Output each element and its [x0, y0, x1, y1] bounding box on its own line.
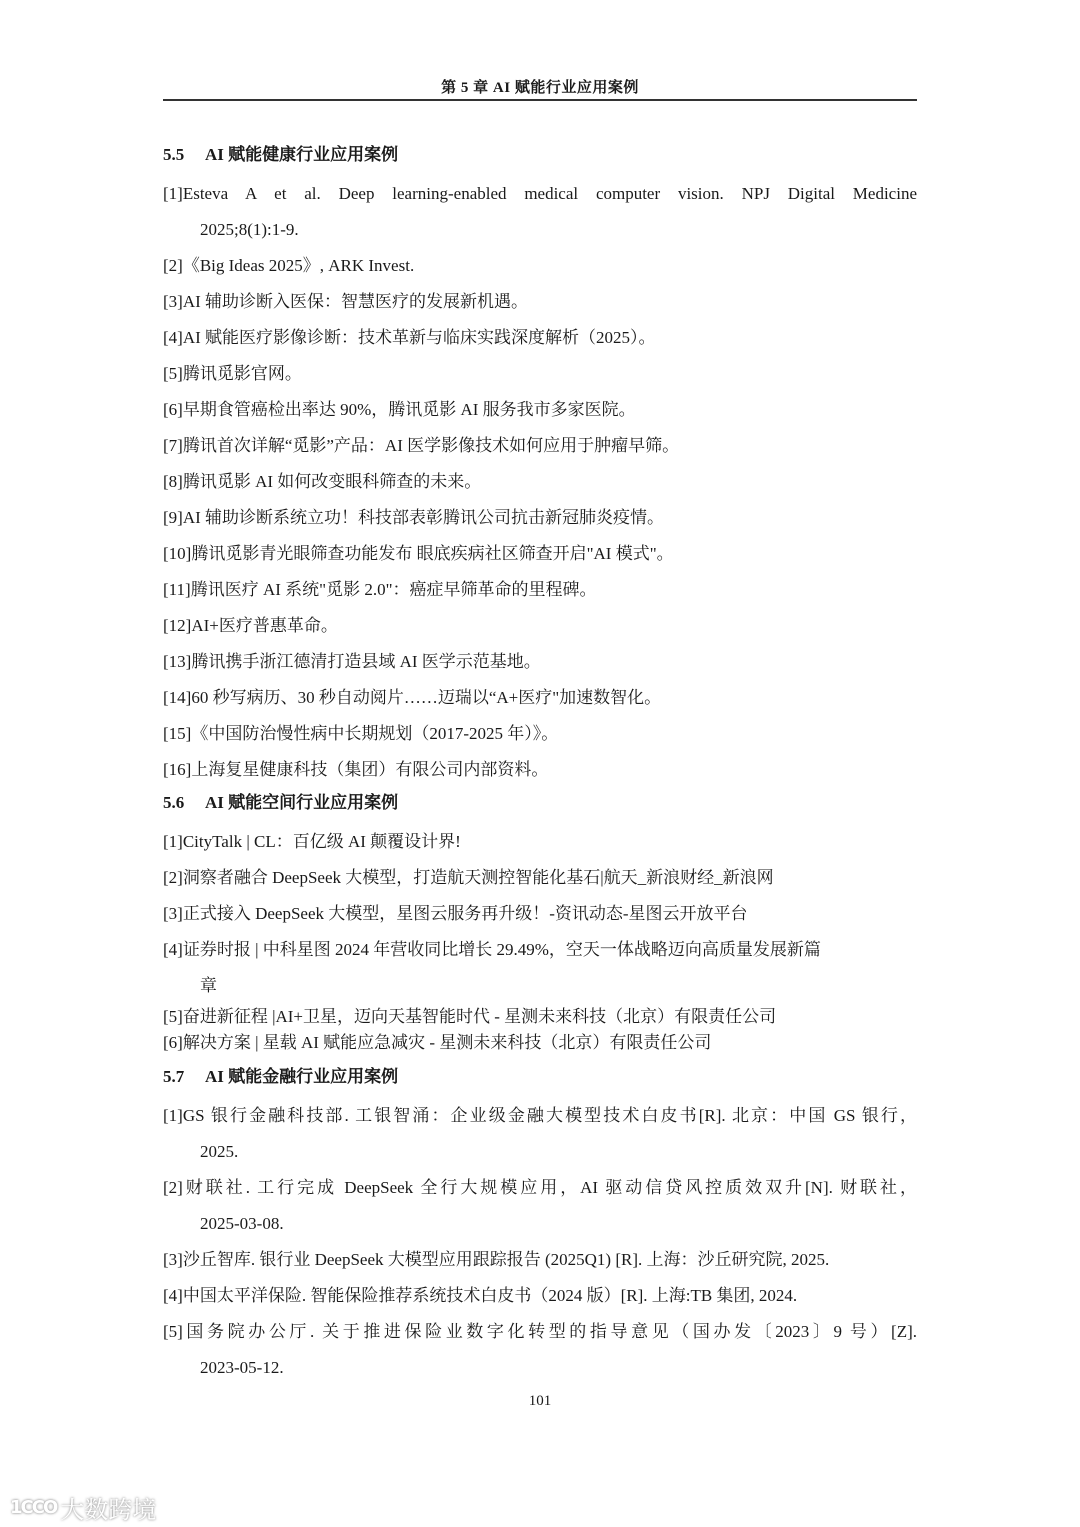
reference-item: [4]AI 赋能医疗影像诊断：技术革新与临床实践深度解析（2025）。	[163, 328, 656, 347]
reference-item: [15]《中国防治慢性病中长期规划（2017-2025 年）》。	[163, 724, 559, 743]
reference-item: [12]AI+医疗普惠革命。	[163, 616, 338, 635]
reference-item: [14]60 秒写病历、30 秒自动阅片……迈瑞以“A+医疗"加速数智化。	[163, 688, 662, 707]
reference-item: [2]《Big Ideas 2025》, ARK Invest.	[163, 256, 415, 275]
section-title: AI 赋能金融行业应用案例	[205, 1067, 399, 1086]
reference-item: [8]腾讯觅影 AI 如何改变眼科筛查的未来。	[163, 472, 482, 491]
reference-item: [1]GS 银行金融科技部. 工银智涌：企业级金融大模型技术白皮书[R]. 北京：中国 GS 银行， 2025.	[163, 1106, 917, 1161]
reference-item: [4]证券时报 | 中科星图 2024 年营收同比增长 29.49%，空天一体战略迈向高质量发展新篇 章	[163, 940, 821, 995]
header-divider	[163, 99, 917, 101]
reference-item: [10]腾讯觅影青光眼筛查功能发布 眼底疾病社区筛查开启"AI 模式"。	[163, 544, 674, 563]
watermark-logo-icon: 1CCO	[10, 1497, 57, 1518]
reference-item: [1]CityTalk | CL：百亿级 AI 颠覆设计界!	[163, 832, 461, 851]
section-heading-5-5	[163, 140, 917, 176]
reference-item: [3]AI 辅助诊断入医保：智慧医疗的发展新机遇。	[163, 292, 529, 311]
reference-item: [11]腾讯医疗 AI 系统"觅影 2.0"：癌症早筛革命的里程碑。	[163, 580, 597, 599]
reference-item: [16]上海复星健康科技（集团）有限公司内部资料。	[163, 760, 549, 779]
page-number: 101	[528, 1393, 552, 1409]
section-title: AI 赋能健康行业应用案例	[205, 145, 399, 164]
reference-item: [6]解决方案 | 星载 AI 赋能应急减灾 - 星测未来科技（北京）有限责任公司	[163, 1033, 712, 1052]
reference-item: [7]腾讯首次详解“觅影”产品：AI 医学影像技术如何应用于肿瘤早筛。	[163, 436, 680, 455]
reference-item: [5]腾讯觅影官网。	[163, 364, 302, 383]
section-number: 5.5	[163, 145, 185, 164]
section-number: 5.6	[163, 793, 185, 812]
section-heading-5-7	[163, 1062, 917, 1098]
reference-item: [2]财联社. 工行完成 DeepSeek 全行大规模应用，AI 驱动信贷风控质效双升[N]. 财联社， 2025-03-08.	[163, 1178, 917, 1233]
reference-item: [6]早期食管癌检出率达 90%，腾讯觅影 AI 服务我市多家医院。	[163, 400, 636, 419]
reference-item: [9]AI 辅助诊断系统立功！科技部表彰腾讯公司抗击新冠肺炎疫情。	[163, 508, 665, 527]
reference-item: [4]中国太平洋保险. 智能保险推荐系统技术白皮书（2024 版）[R]. 上海:TB 集团, 2024.	[163, 1286, 798, 1305]
reference-item: [2]洞察者融合 DeepSeek 大模型，打造航天测控智能化基石|航天_新浪财经_新浪网	[163, 868, 774, 887]
references-content	[163, 140, 917, 1386]
reference-item: [5]奋进新征程 |AI+卫星，迈向天基智能时代 - 星测未来科技（北京）有限责任公司	[163, 1007, 777, 1026]
reference-item: [5]国务院办公厅. 关于推进保险业数字化转型的指导意见（国办发〔2023〕9 号）[Z]. 2023-05-12.	[163, 1322, 917, 1377]
reference-item: [13]腾讯携手浙江德清打造县域 AI 医学示范基地。	[163, 652, 541, 671]
reference-item: [1]Esteva A et al. Deep learning-enabled medical computer vision. NPJ Digital Medicine 2025;8(1):1-9.	[163, 184, 917, 239]
reference-item: [3]沙丘智库. 银行业 DeepSeek 大模型应用跟踪报告 (2025Q1) [R]. 上海：沙丘研究院, 2025.	[163, 1250, 830, 1269]
section-heading-5-6	[163, 788, 917, 824]
section-title: AI 赋能空间行业应用案例	[205, 793, 399, 812]
watermark-text: 大数跨境	[60, 1496, 157, 1524]
reference-item: [3]正式接入 DeepSeek 大模型，星图云服务再升级！-资讯动态-星图云开放平台	[163, 904, 748, 923]
running-header: 第 5 章 AI 赋能行业应用案例	[441, 80, 639, 96]
section-number: 5.7	[163, 1067, 185, 1086]
watermark	[10, 1490, 156, 1525]
